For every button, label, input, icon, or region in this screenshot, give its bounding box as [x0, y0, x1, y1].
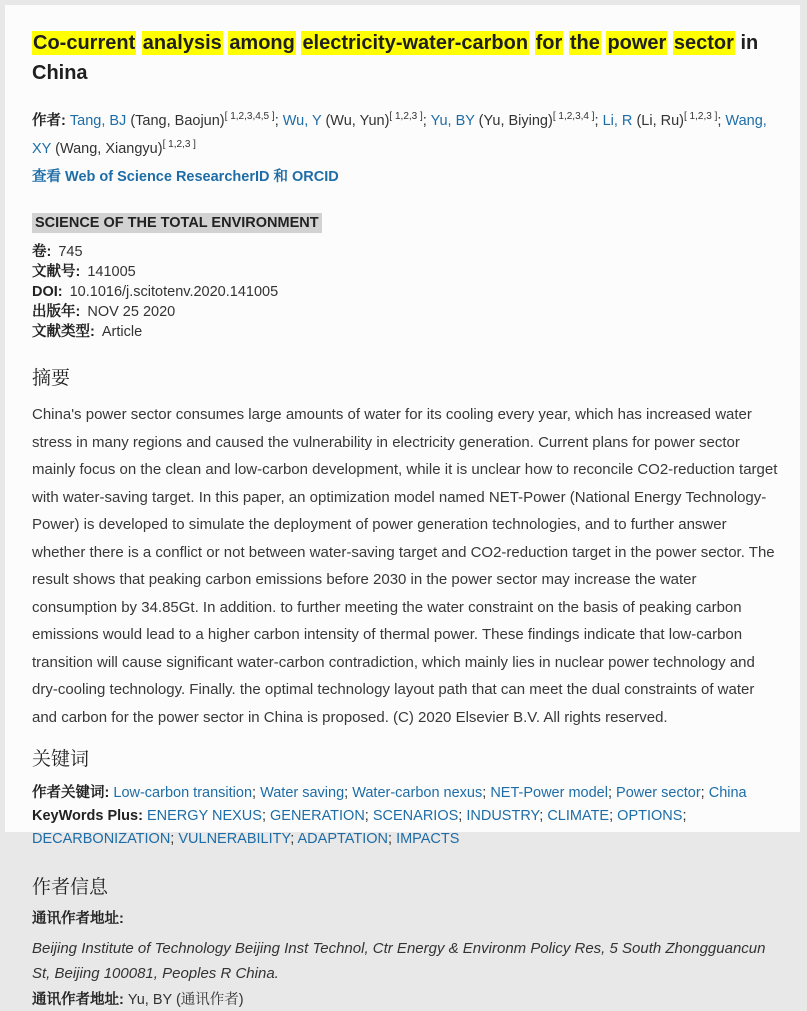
- author-keywords-line: [32, 782, 778, 805]
- keyword-link[interactable]: VULNERABILITY: [178, 830, 291, 847]
- authors-label: 作者:: [32, 112, 66, 129]
- keyword-link[interactable]: Low-carbon transition: [113, 784, 253, 801]
- author-keywords-label: 作者关键词:: [32, 784, 110, 801]
- keyword-link[interactable]: SCENARIOS: [372, 807, 459, 824]
- metadata-label: 文献号:: [32, 264, 81, 281]
- title-highlight-word: sector: [673, 32, 734, 54]
- researcher-line: [32, 167, 778, 187]
- keyword-link[interactable]: IMPACTS: [396, 830, 460, 847]
- title-highlight-word: the: [569, 32, 600, 54]
- author-info-heading: 作者信息: [32, 876, 109, 898]
- authors-line: [32, 107, 778, 164]
- corresponding-author-value: Yu, BY (通讯作者): [127, 991, 244, 1008]
- author-affiliation-superscript: [ 1,2,3,4,5 ]: [224, 110, 275, 122]
- keyword-link[interactable]: OPTIONS: [617, 807, 683, 824]
- keyword-link[interactable]: CLIMATE: [547, 807, 610, 824]
- keyword-link[interactable]: Power sector: [616, 784, 701, 801]
- title-highlight-word: among: [229, 32, 295, 54]
- author-link[interactable]: Wang, XY: [32, 112, 767, 158]
- metadata-row: [32, 262, 778, 282]
- metadata-label: 出版年:: [32, 304, 81, 321]
- metadata-label: 卷:: [32, 244, 52, 261]
- journal-title: SCIENCE OF THE TOTAL ENVIRONMENT: [32, 213, 322, 233]
- source-fields: [32, 242, 778, 342]
- researcherid-orcid-link[interactable]: 查看 Web of Science ResearcherID 和 ORCID: [32, 169, 339, 186]
- title-highlight-word: Co-current: [33, 32, 136, 54]
- keyword-link[interactable]: Water saving: [260, 784, 345, 801]
- corresponding-address-label: 通讯作者地址:: [32, 911, 124, 928]
- keywords-plus-label: KeyWords Plus:: [32, 807, 143, 824]
- metadata-value: NOV 25 2020: [87, 304, 176, 321]
- abstract-heading: 摘要: [32, 368, 71, 390]
- keywords-heading: 关键词: [32, 749, 90, 771]
- author-affiliation-superscript: [ 1,2,3 ]: [684, 110, 718, 122]
- metadata-value: 10.1016/j.scitotenv.2020.141005: [69, 284, 279, 301]
- keywords-plus-line: [32, 805, 778, 851]
- keyword-link[interactable]: ENERGY NEXUS: [146, 807, 262, 824]
- keywords-plus-list: ENERGY NEXUS; GENERATION; SCENARIOS; INDUSTRY; CLIMATE; OPTIONS; DECARBONIZATION; VULNERABILITY; ADAPTATION; IMPACTS: [32, 807, 687, 847]
- metadata-label: DOI:: [32, 284, 63, 301]
- author-affiliation-superscript: [ 1,2,3 ]: [389, 110, 423, 122]
- author-affiliation-superscript: [ 1,2,3 ]: [162, 139, 196, 151]
- title-highlight-word: for: [535, 32, 563, 54]
- title-highlight-word: analysis: [142, 32, 222, 54]
- author-keywords-list: Low-carbon transition; Water saving; Water-carbon nexus; NET-Power model; Power sector; China: [113, 784, 747, 801]
- keyword-link[interactable]: ADAPTATION: [297, 830, 388, 847]
- author-link[interactable]: Yu, BY: [430, 112, 475, 129]
- author-affiliation-superscript: [ 1,2,3,4 ]: [552, 110, 595, 122]
- keyword-link[interactable]: GENERATION: [270, 807, 365, 824]
- page-title: Co-current analysis among electricity-water-carbon for the power sector in China: [32, 32, 759, 85]
- author-link[interactable]: Wu, Y: [282, 112, 322, 129]
- metadata-value: 141005: [87, 264, 136, 281]
- record-content: [5, 5, 800, 1008]
- metadata-row: [32, 322, 778, 342]
- metadata-value: 745: [58, 244, 83, 261]
- metadata-row: [32, 242, 778, 262]
- keyword-link[interactable]: INDUSTRY: [466, 807, 540, 824]
- corresponding-address: Beijing Institute of Technology Beijing Inst Technol, Ctr Energy & Environm Policy Res, 5 South Zhongguancun St, Beijing 100081, Peoples R China.: [32, 939, 766, 982]
- metadata-row: [32, 302, 778, 322]
- metadata-value: Article: [101, 324, 143, 341]
- title-highlight-word: electricity-water-carbon: [302, 32, 529, 54]
- authors-list: Tang, BJ (Tang, Baojun)[ 1,2,3,4,5 ]; Wu, Y (Wu, Yun)[ 1,2,3 ]; Yu, BY (Yu, Biying)[ 1,2,3,4 ]; Li, R (Li, Ru)[ 1,2,3 ]; Wang, XY (Wang, Xiangyu)[ 1,2,3 ]: [32, 110, 767, 158]
- corresponding-author-label: 通讯作者地址:: [32, 991, 124, 1008]
- keyword-link[interactable]: NET-Power model: [490, 784, 608, 801]
- abstract-text: China's power sector consumes large amounts of water for its cooling every year, which has increased water stress in many regions and caused the vulnerability in electricity generation. Current plans for power sector mainly focus on the clean and low-carbon development, while it is unclear how to reconcile CO2-reduction target with water-saving target. In this paper, an optimization model named NET-Power (National Energy Technology-Power) is developed to simulate the deployment of power generation technologies, and to further answer whether there is a conflict or not between water-saving target and CO2-reduction target in the power sector. The result shows that peaking carbon emissions before 2030 in the power sector may increase the water consumption by 34.85Gt. In addition. to further meeting the water constraint on the basis of peaking carbon emissions would lead to a higher carbon intensity of thermal power. These findings indicate that low-carbon transition will cause significant water-carbon contradiction, which mainly lies in nuclear power technology and dry-cooling technology. Finally. the optimal technology layout path that can meet the dual constraints of water and carbon for the power sector in China is proposed. (C) 2020 Elsevier B.V. All rights reserved.: [32, 406, 778, 726]
- author-link[interactable]: Li, R: [602, 112, 633, 129]
- title-highlight-word: power: [607, 32, 667, 54]
- metadata-label: 文献类型:: [32, 324, 95, 341]
- keyword-link[interactable]: China: [708, 784, 747, 801]
- corresponding-author-line: [32, 990, 778, 1011]
- metadata-row: [32, 282, 778, 302]
- keyword-link[interactable]: Water-carbon nexus: [352, 784, 483, 801]
- keyword-link[interactable]: DECARBONIZATION: [32, 830, 171, 847]
- author-link[interactable]: Tang, BJ: [69, 112, 127, 129]
- journal-line: [32, 213, 778, 235]
